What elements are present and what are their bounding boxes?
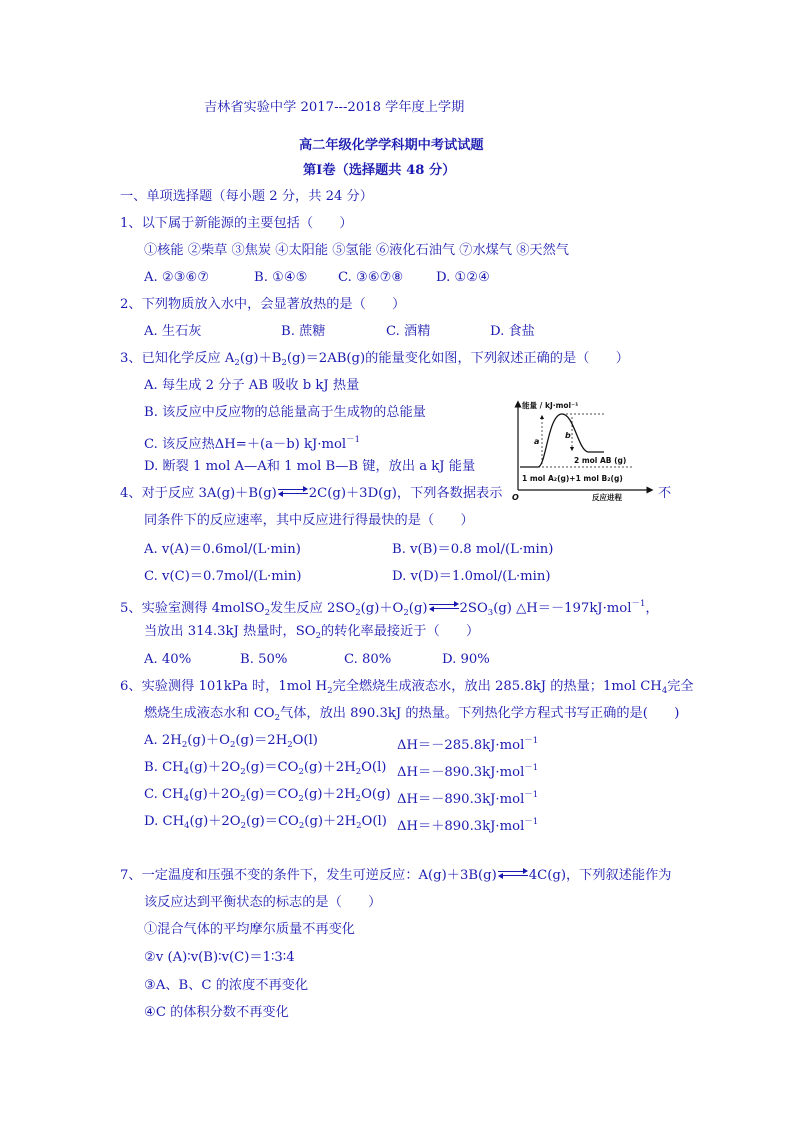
school-header: 吉林省实验中学 2017---2018 学年度上学期 bbox=[204, 100, 465, 115]
q5-stem-line2: 当放出 314.3kJ 热量时，$SO_2$的转化率最接近于（ ） bbox=[144, 624, 480, 641]
q6-option-b-dh: ΔH＝－890.3kJ·mol$^{-1}$ bbox=[397, 763, 539, 780]
q3-stem: 3、已知化学反应 $A_2(g)+B_2(g)=2AB(g)$的能量变化如图，下列叙述正确的是（ ） bbox=[120, 351, 629, 368]
q2-option-a: A. 生石灰 bbox=[144, 324, 202, 339]
q7-item-2: ②v (A)∶v(B)∶v(C)＝1∶3∶4 bbox=[144, 950, 295, 965]
q6-option-b-equation: B. $CH_4(g)+2O_2(g)=CO_2(g)+2H_2O(l)$ bbox=[144, 760, 387, 777]
exam-title: 高二年级化学学科期中考试试题 bbox=[299, 138, 484, 153]
q4-stem-tail: 不 bbox=[658, 486, 672, 501]
q5-option-b: B. 50% bbox=[240, 652, 288, 667]
q3-option-b: B. 该反应中反应物的总能量高于生成物的总能量 bbox=[144, 405, 426, 420]
q1-option-c: C. ③⑥⑦⑧ bbox=[338, 270, 404, 285]
q3-option-c: C. 该反应热ΔH=＋(a－b) kJ·mol$^{-1}$ bbox=[144, 435, 361, 452]
q3-option-d: D. 断裂 1 mol A—A和 1 mol B—B 键，放出 a kJ 能量 bbox=[144, 459, 476, 474]
q1-option-d: D. ①②④ bbox=[436, 270, 490, 285]
q7-item-3: ③A、B、C 的浓度不再变化 bbox=[144, 978, 309, 993]
x-axis-label: 反应进程 bbox=[592, 493, 622, 502]
volume-title: 第Ⅰ卷（选择题共 48 分） bbox=[303, 163, 456, 178]
energy-diagram bbox=[512, 398, 662, 506]
q4-option-b: B. v(B)＝0.8 mol/(L·min) bbox=[392, 542, 554, 557]
product-label: 2 mol AB (g) bbox=[574, 456, 627, 465]
q7-stem: 7、一定温度和压强不变的条件下，发生可逆反应：A(g)＋3B(g) 4C(g)，下列叙述能作为 bbox=[120, 868, 672, 883]
q1-option-b: B. ①④⑤ bbox=[254, 270, 308, 285]
q2-stem: 2、下列物质放入水中，会显著放热的是（ ） bbox=[120, 297, 406, 312]
label-a: a bbox=[534, 437, 540, 446]
y-axis-label: 能量 / kJ·mol⁻¹ bbox=[522, 401, 579, 410]
q7-stem-line2: 该反应达到平衡状态的标志的是（ ） bbox=[144, 895, 382, 910]
section-heading: 一、单项选择题（每小题 2 分，共 24 分） bbox=[120, 189, 373, 204]
q1-items: ①核能 ②柴草 ③焦炭 ④太阳能 ⑤氢能 ⑥液化石油气 ⑦水煤气 ⑧天然气 bbox=[144, 243, 569, 258]
q4-stem-line2: 同条件下的反应速率，其中反应进行得最快的是（ ） bbox=[144, 513, 474, 528]
q2-option-d: D. 食盐 bbox=[490, 324, 535, 339]
label-b: b bbox=[565, 431, 571, 440]
q6-option-a-equation: A. $2H_2(g)+O_2(g)=2H_2O(l)$ bbox=[144, 733, 318, 750]
reactant-label: 1 mol A₂(g)+1 mol B₂(g) bbox=[522, 474, 623, 483]
q6-stem: 6、实验测得 101kPa 时，1mol $H_2$完全燃烧生成液态水，放出 285.8kJ 的热量；1mol $CH_4$完全 bbox=[120, 679, 694, 696]
q5-option-d: D. 90% bbox=[442, 652, 490, 667]
origin-label: O bbox=[512, 493, 519, 502]
q7-item-1: ①混合气体的平均摩尔质量不再变化 bbox=[144, 922, 355, 937]
q4-option-d: D. v(D)＝1.0mol/(L·min) bbox=[392, 569, 551, 584]
q2-option-b: B. 蔗糖 bbox=[281, 324, 326, 339]
equilibrium-arrow bbox=[498, 870, 528, 878]
q6-stem-line2: 燃烧生成液态水和 $CO_2$气体，放出 890.3kJ 的热量。下列热化学方程式书写正确的是( ) bbox=[144, 706, 680, 723]
q4-option-a: A. v(A)＝0.6mol/(L·min) bbox=[144, 542, 301, 557]
q5-option-a: A. 40% bbox=[144, 652, 192, 667]
q6-option-c-equation: C. $CH_4(g)+2O_2(g)=CO_2(g)+2H_2O(g)$ bbox=[144, 787, 391, 804]
equilibrium-arrow bbox=[429, 603, 459, 611]
q6-option-c-dh: ΔH＝－890.3kJ·mol$^{-1}$ bbox=[397, 790, 539, 807]
q4-option-c: C. v(C)＝0.7mol/(L·min) bbox=[144, 569, 302, 584]
q6-option-d-equation: D. $CH_4(g)+2O_2(g)=CO_2(g)+2H_2O(l)$ bbox=[144, 814, 387, 831]
q1-stem: 1、以下属于新能源的主要包括（ ） bbox=[120, 216, 353, 231]
q5-stem: 5、实验室测得 4molSO$_2$发生反应 $2SO_2(g)+O_2(g)$ $2SO_3(g)$ △H＝－197kJ·mol$^{-1}$， bbox=[120, 599, 659, 618]
q7-item-4: ④C 的体积分数不再变化 bbox=[144, 1005, 289, 1020]
q3-option-a: A. 每生成 2 分子 AB 吸收 b kJ 热量 bbox=[144, 378, 360, 393]
equilibrium-arrow bbox=[278, 488, 308, 496]
q1-option-a: A. ②③⑥⑦ bbox=[144, 270, 210, 285]
q6-option-d-dh: ΔH＝＋890.3kJ·mol$^{-1}$ bbox=[397, 817, 539, 834]
q6-option-a-dh: ΔH＝－285.8kJ·mol$^{-1}$ bbox=[397, 736, 539, 753]
q5-option-c: C. 80% bbox=[344, 652, 392, 667]
q2-option-c: C. 酒精 bbox=[386, 324, 431, 339]
q4-stem: 4、对于反应 3A(g)＋B(g) 2C(g)＋3D(g)，下列各数据表示 bbox=[120, 486, 503, 501]
